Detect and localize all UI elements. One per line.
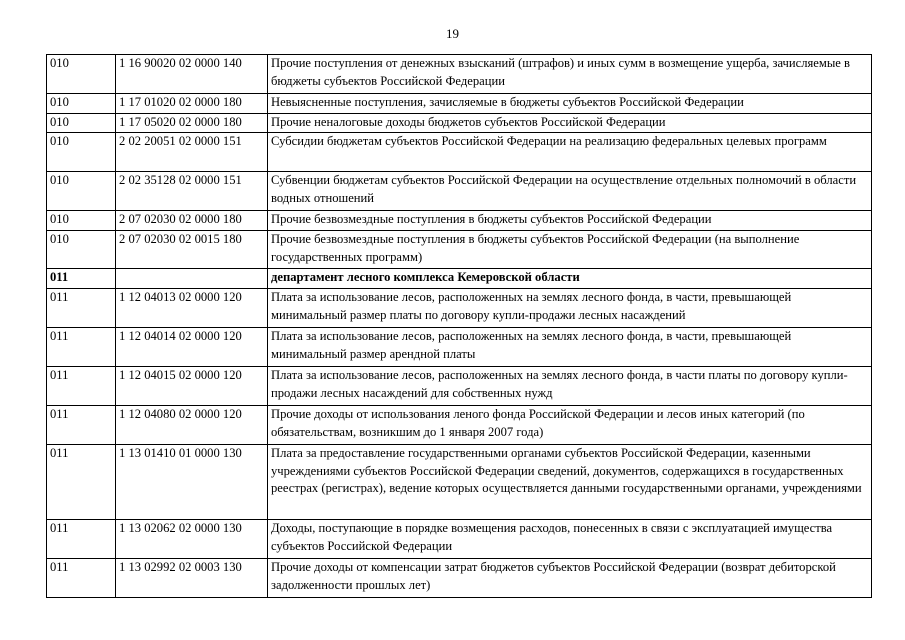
- administrator-name-cell: департамент лесного комплекса Кемеровской области: [268, 269, 872, 289]
- table-row: [47, 94, 872, 114]
- budget-classification-table: [46, 54, 872, 598]
- kbk-code-cell: 1 12 04013 02 0000 120: [116, 289, 268, 328]
- revenue-name-cell: Прочие доходы от использования леного фонда Российской Федерации и лесов иных категорий (по обязательствам, возникшим до 1 января 2007 года): [268, 406, 872, 445]
- kbk-code-cell: 2 02 20051 02 0000 151: [116, 133, 268, 172]
- table-row: [47, 114, 872, 133]
- table-row: [47, 445, 872, 520]
- kbk-code-cell: 1 17 01020 02 0000 180: [116, 94, 268, 114]
- admin-code-cell: 011: [47, 445, 116, 520]
- revenue-name-cell: Прочие неналоговые доходы бюджетов субъектов Российской Федерации: [268, 114, 872, 133]
- revenue-name-cell: Прочие доходы от компенсации затрат бюджетов субъектов Российской Федерации (возврат дебиторской задолженности прошлых лет): [268, 559, 872, 598]
- kbk-code-cell: 1 13 02992 02 0003 130: [116, 559, 268, 598]
- admin-code-cell: 010: [47, 133, 116, 172]
- admin-code-cell: 010: [47, 211, 116, 231]
- table-row: [47, 520, 872, 559]
- table-row: [47, 231, 872, 269]
- revenue-name-cell: Прочие безвозмездные поступления в бюджеты субъектов Российской Федерации: [268, 211, 872, 231]
- table-row: [47, 406, 872, 445]
- kbk-code-cell: 1 12 04014 02 0000 120: [116, 328, 268, 367]
- kbk-code-cell: 2 02 35128 02 0000 151: [116, 172, 268, 211]
- revenue-name-cell: Плата за предоставление государственными органами субъектов Российской Федерации, казенными учреждениями субъектов Российской Федерации сведений, документов, содержащихся в государственных реестрах (регистрах), ведение которых осуществляется данными государственными органами, учреждениями: [268, 445, 872, 520]
- kbk-code-cell: 2 07 02030 02 0000 180: [116, 211, 268, 231]
- page-number: 19: [446, 26, 459, 41]
- kbk-code-cell: [116, 269, 268, 289]
- revenue-name-cell: Доходы, поступающие в порядке возмещения расходов, понесенных в связи с эксплуатацией имущества субъектов Российской Федерации: [268, 520, 872, 559]
- admin-code-cell: 011: [47, 269, 116, 289]
- admin-code-cell: 011: [47, 559, 116, 598]
- revenue-name-cell: Субсидии бюджетам субъектов Российской Федерации на реализацию федеральных целевых программ: [268, 133, 872, 172]
- revenue-name-cell: Прочие поступления от денежных взысканий (штрафов) и иных сумм в возмещение ущерба, зачисляемые в бюджеты субъектов Российской Федерации: [268, 55, 872, 94]
- kbk-code-cell: 1 12 04015 02 0000 120: [116, 367, 268, 406]
- admin-code-cell: 010: [47, 94, 116, 114]
- kbk-code-cell: 1 12 04080 02 0000 120: [116, 406, 268, 445]
- admin-code-cell: 010: [47, 231, 116, 269]
- admin-code-cell: 010: [47, 114, 116, 133]
- revenue-name-cell: Плата за использование лесов, расположенных на землях лесного фонда, в части, превышающей минимальный размер платы по договору купли-продажи лесных насаждений: [268, 289, 872, 328]
- admin-code-cell: 011: [47, 367, 116, 406]
- kbk-code-cell: 1 17 05020 02 0000 180: [116, 114, 268, 133]
- admin-code-cell: 011: [47, 406, 116, 445]
- table-body: [47, 55, 872, 598]
- table-row: [47, 211, 872, 231]
- table-row: [47, 55, 872, 94]
- table-row: [47, 289, 872, 328]
- kbk-code-cell: 1 16 90020 02 0000 140: [116, 55, 268, 94]
- admin-code-cell: 011: [47, 289, 116, 328]
- revenue-name-cell: Плата за использование лесов, расположенных на землях лесного фонда, в части, превышающей минимальный размер арендной платы: [268, 328, 872, 367]
- revenue-name-cell: Невыясненные поступления, зачисляемые в бюджеты субъектов Российской Федерации: [268, 94, 872, 114]
- revenue-name-cell: Прочие безвозмездные поступления в бюджеты субъектов Российской Федерации (на выполнение государственных программ): [268, 231, 872, 269]
- kbk-code-cell: 1 13 02062 02 0000 130: [116, 520, 268, 559]
- table-row: [47, 133, 872, 172]
- kbk-code-cell: 1 13 01410 01 0000 130: [116, 445, 268, 520]
- kbk-code-cell: 2 07 02030 02 0015 180: [116, 231, 268, 269]
- table-row: [47, 328, 872, 367]
- admin-code-cell: 011: [47, 328, 116, 367]
- admin-code-cell: 010: [47, 172, 116, 211]
- table-row: [47, 367, 872, 406]
- table-row: [47, 559, 872, 598]
- administrator-header-row: [47, 269, 872, 289]
- table-row: [47, 172, 872, 211]
- admin-code-cell: 010: [47, 55, 116, 94]
- admin-code-cell: 011: [47, 520, 116, 559]
- revenue-name-cell: Плата за использование лесов, расположенных на землях лесного фонда, в части платы по договору купли-продажи лесных насаждений для собственных нужд: [268, 367, 872, 406]
- revenue-name-cell: Субвенции бюджетам субъектов Российской Федерации на осуществление отдельных полномочий в области водных отношений: [268, 172, 872, 211]
